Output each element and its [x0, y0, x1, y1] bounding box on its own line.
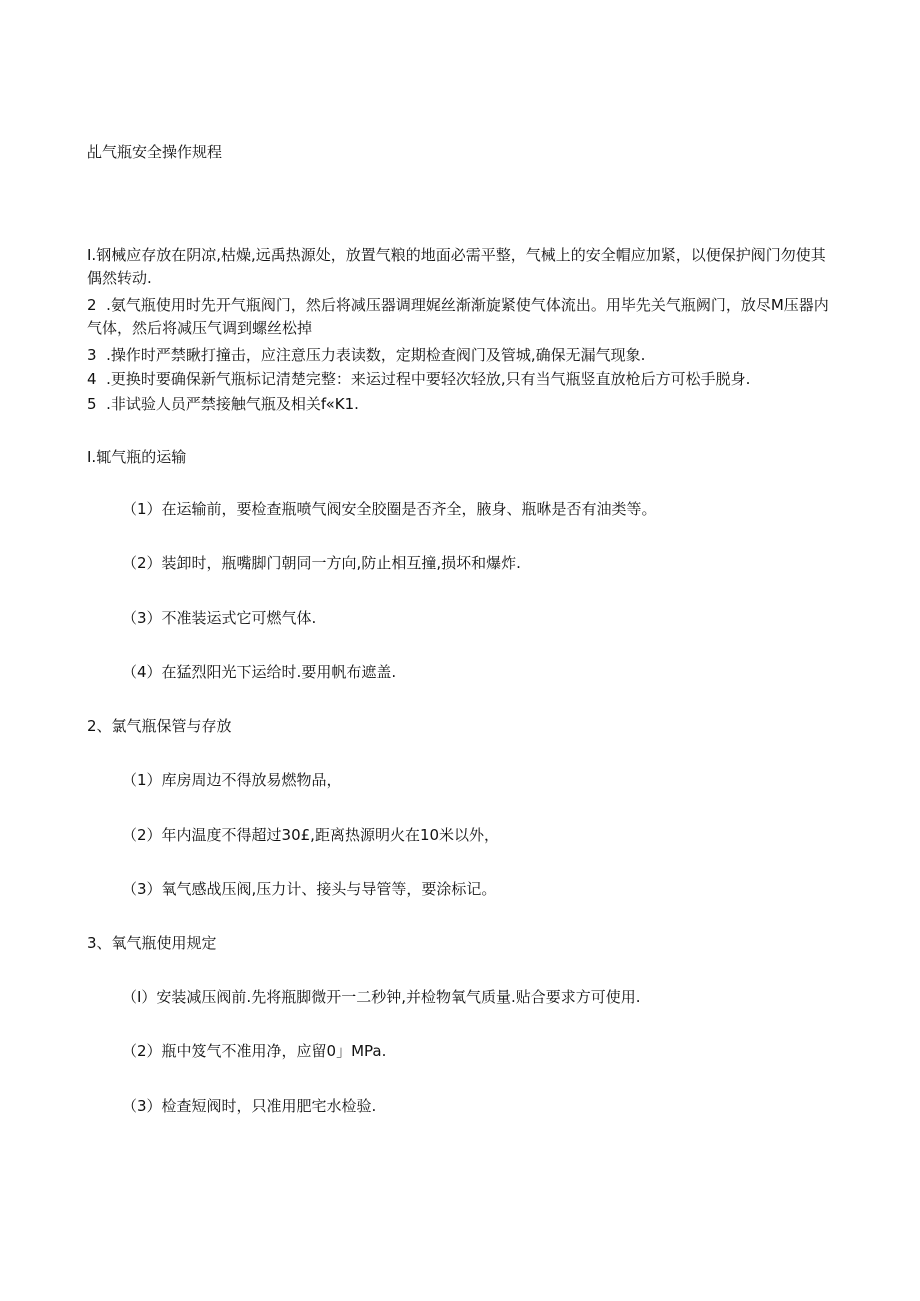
- transport-item-2: （2）装卸时，瓶嘴脚门朝同一方向,防止相互撞,损坏和爆炸.: [122, 554, 521, 572]
- section-heading-storage: 2、氯气瓶保管与存放: [87, 717, 232, 735]
- transport-item-3: （3）不准装运式它可燃气体.: [122, 609, 317, 627]
- rule-1: I.钢械应存放在阴凉,枯燥,远禹热源处，放置气粮的地面必需平整，气械上的安全帽应加紧，以便保护阀门勿使其偶然转动.: [87, 246, 826, 287]
- rule-2: 2 .氨气瓶使用时先开气瓶阀门，然后将减压器调理娓丝渐渐旋紧使气体流出。用毕先关气瓶阙门，放尽M压器内气体，然后将减压气调到螺丝松掉: [87, 296, 829, 337]
- storage-item-1: （1）库房周边不得放易燃物品，: [122, 771, 342, 789]
- storage-item-3: （3）氧气感战压阀,压力计、接头与导管等，要涂标记。: [122, 880, 497, 898]
- rule-5: 5 .非试验人员严禁接触气瓶及相关f«K1.: [87, 395, 359, 413]
- rule-4: 4 .更换时要确保新气瓶标记清楚完整：来运过程中要轻次轻放,只有当气瓶竖直放枪后方可松手脱身.: [87, 370, 751, 388]
- usage-item-3: （3）检查短阀时，只准用肥宅水检验.: [122, 1097, 377, 1115]
- transport-item-1: （1）在运输前，要检查瓶喷气阀安全胶圈是否齐全，腋身、瓶咻是否有油类等。: [122, 500, 657, 518]
- rule-3: 3 .操作时严禁瞅打撞击，应注意压力表读数，定期检查阀门及管城,确保无漏气现象.: [87, 346, 646, 364]
- usage-item-1: （I）安装减压阀前.先将瓶脚微开一二秒钟,并检物氧气质量.贴合要求方可使用.: [122, 988, 641, 1006]
- storage-item-2: （2）年内温度不得超过30£,距离热源明火在10米以外，: [122, 826, 500, 844]
- section-heading-transport: I.辄气瓶的运输: [87, 448, 187, 466]
- section-heading-usage: 3、氧气瓶使用规定: [87, 934, 217, 952]
- usage-item-2: （2）瓶中笈气不准用净，应留0」MPa.: [122, 1042, 387, 1060]
- transport-item-4: （4）在猛烈阳光下运给时.要用帆布遮盖.: [122, 663, 397, 681]
- document-title: 乩气瓶安全操作规程: [87, 143, 223, 161]
